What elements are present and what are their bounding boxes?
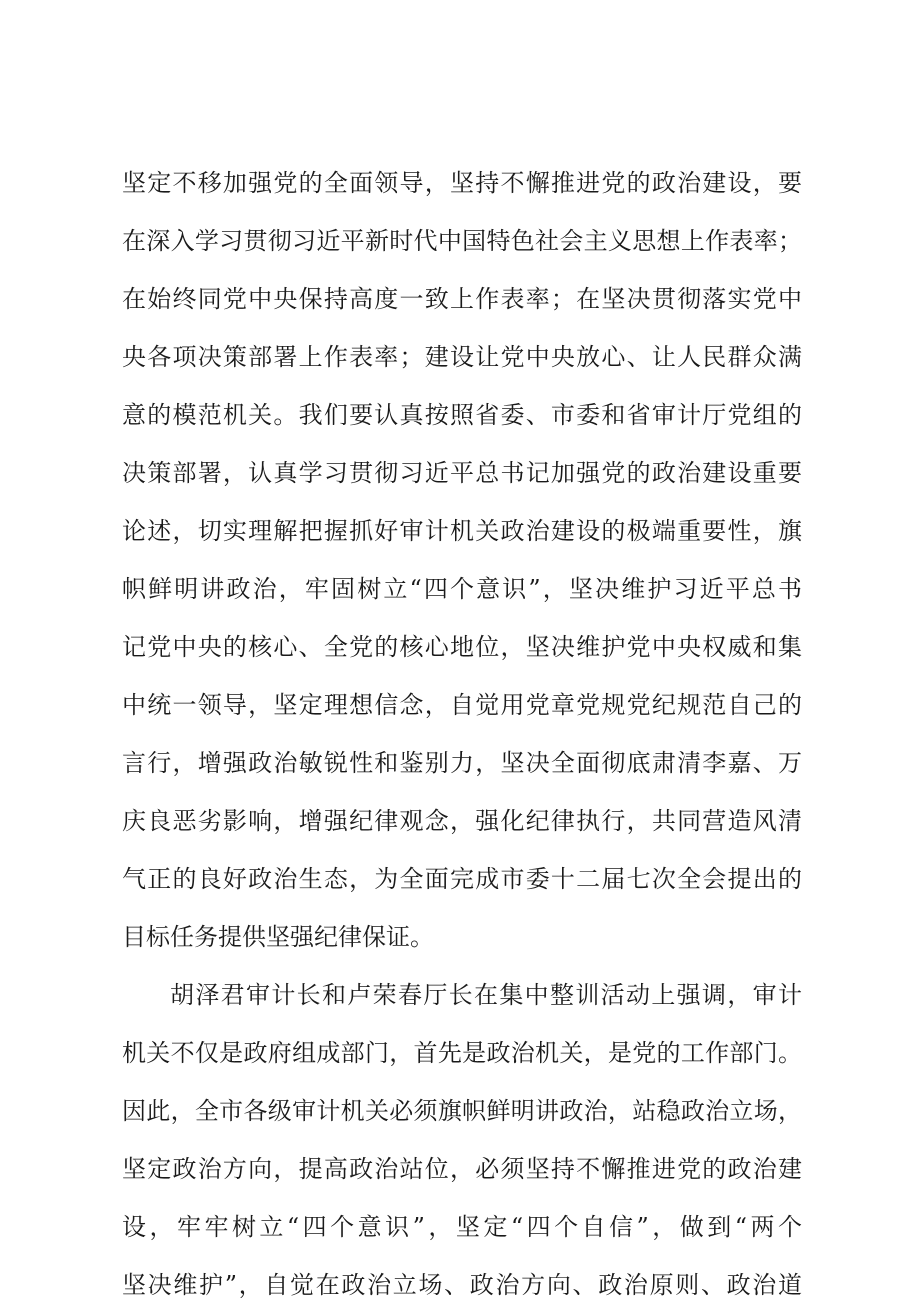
text-line: 因此，全市各级审计机关必须旗帜鲜明讲政治，站稳政治立场，: [122, 1097, 802, 1125]
text-line: 坚定政治方向，提高政治站位，必须坚持不懈推进党的政治建: [122, 1155, 802, 1183]
text-line: 坚决维护”，自觉在政治立场、政治方向、政治原则、政治道: [122, 1271, 802, 1299]
text-line: 中统一领导，坚定理想信念，自觉用党章党规党纪规范自己的: [122, 691, 802, 719]
text-line: 庆良恶劣影响，增强纪律观念，强化纪律执行，共同营造风清: [122, 807, 802, 835]
text-line: 意的模范机关。我们要认真按照省委、市委和省审计厅党组的: [122, 401, 802, 429]
text-line: 坚定不移加强党的全面领导，坚持不懈推进党的政治建设，要: [122, 169, 802, 197]
text-line: 气正的良好政治生态，为全面完成市委十二届七次全会提出的: [122, 865, 802, 893]
text-line: 在深入学习贯彻习近平新时代中国特色社会主义思想上作表率；: [122, 227, 802, 255]
text-line: 决策部署，认真学习贯彻习近平总书记加强党的政治建设重要: [122, 459, 802, 487]
text-line: 设，牢牢树立“四个意识”，坚定“四个自信”，做到“两个: [122, 1213, 802, 1241]
text-line: 帜鲜明讲政治，牢固树立“四个意识”，坚决维护习近平总书: [122, 575, 802, 603]
text-line: 在始终同党中央保持高度一致上作表率；在坚决贯彻落实党中: [122, 285, 802, 313]
text-line: 言行，增强政治敏锐性和鉴别力，坚决全面彻底肃清李嘉、万: [122, 749, 802, 777]
text-line: 目标任务提供坚强纪律保证。: [122, 923, 434, 951]
paragraph: [122, 966, 802, 1314]
text-line: 胡泽君审计长和卢荣春厅长在集中整训活动上强调，审计: [170, 981, 802, 1009]
document-body: [122, 154, 802, 1314]
text-line: 记党中央的核心、全党的核心地位，坚决维护党中央权威和集: [122, 633, 802, 661]
text-line: 央各项决策部署上作表率；建设让党中央放心、让人民群众满: [122, 343, 802, 371]
text-line: 论述，切实理解把握抓好审计机关政治建设的极端重要性，旗: [122, 517, 802, 545]
paragraph: [122, 154, 802, 966]
text-line: 机关不仅是政府组成部门，首先是政治机关，是党的工作部门。: [122, 1039, 802, 1067]
